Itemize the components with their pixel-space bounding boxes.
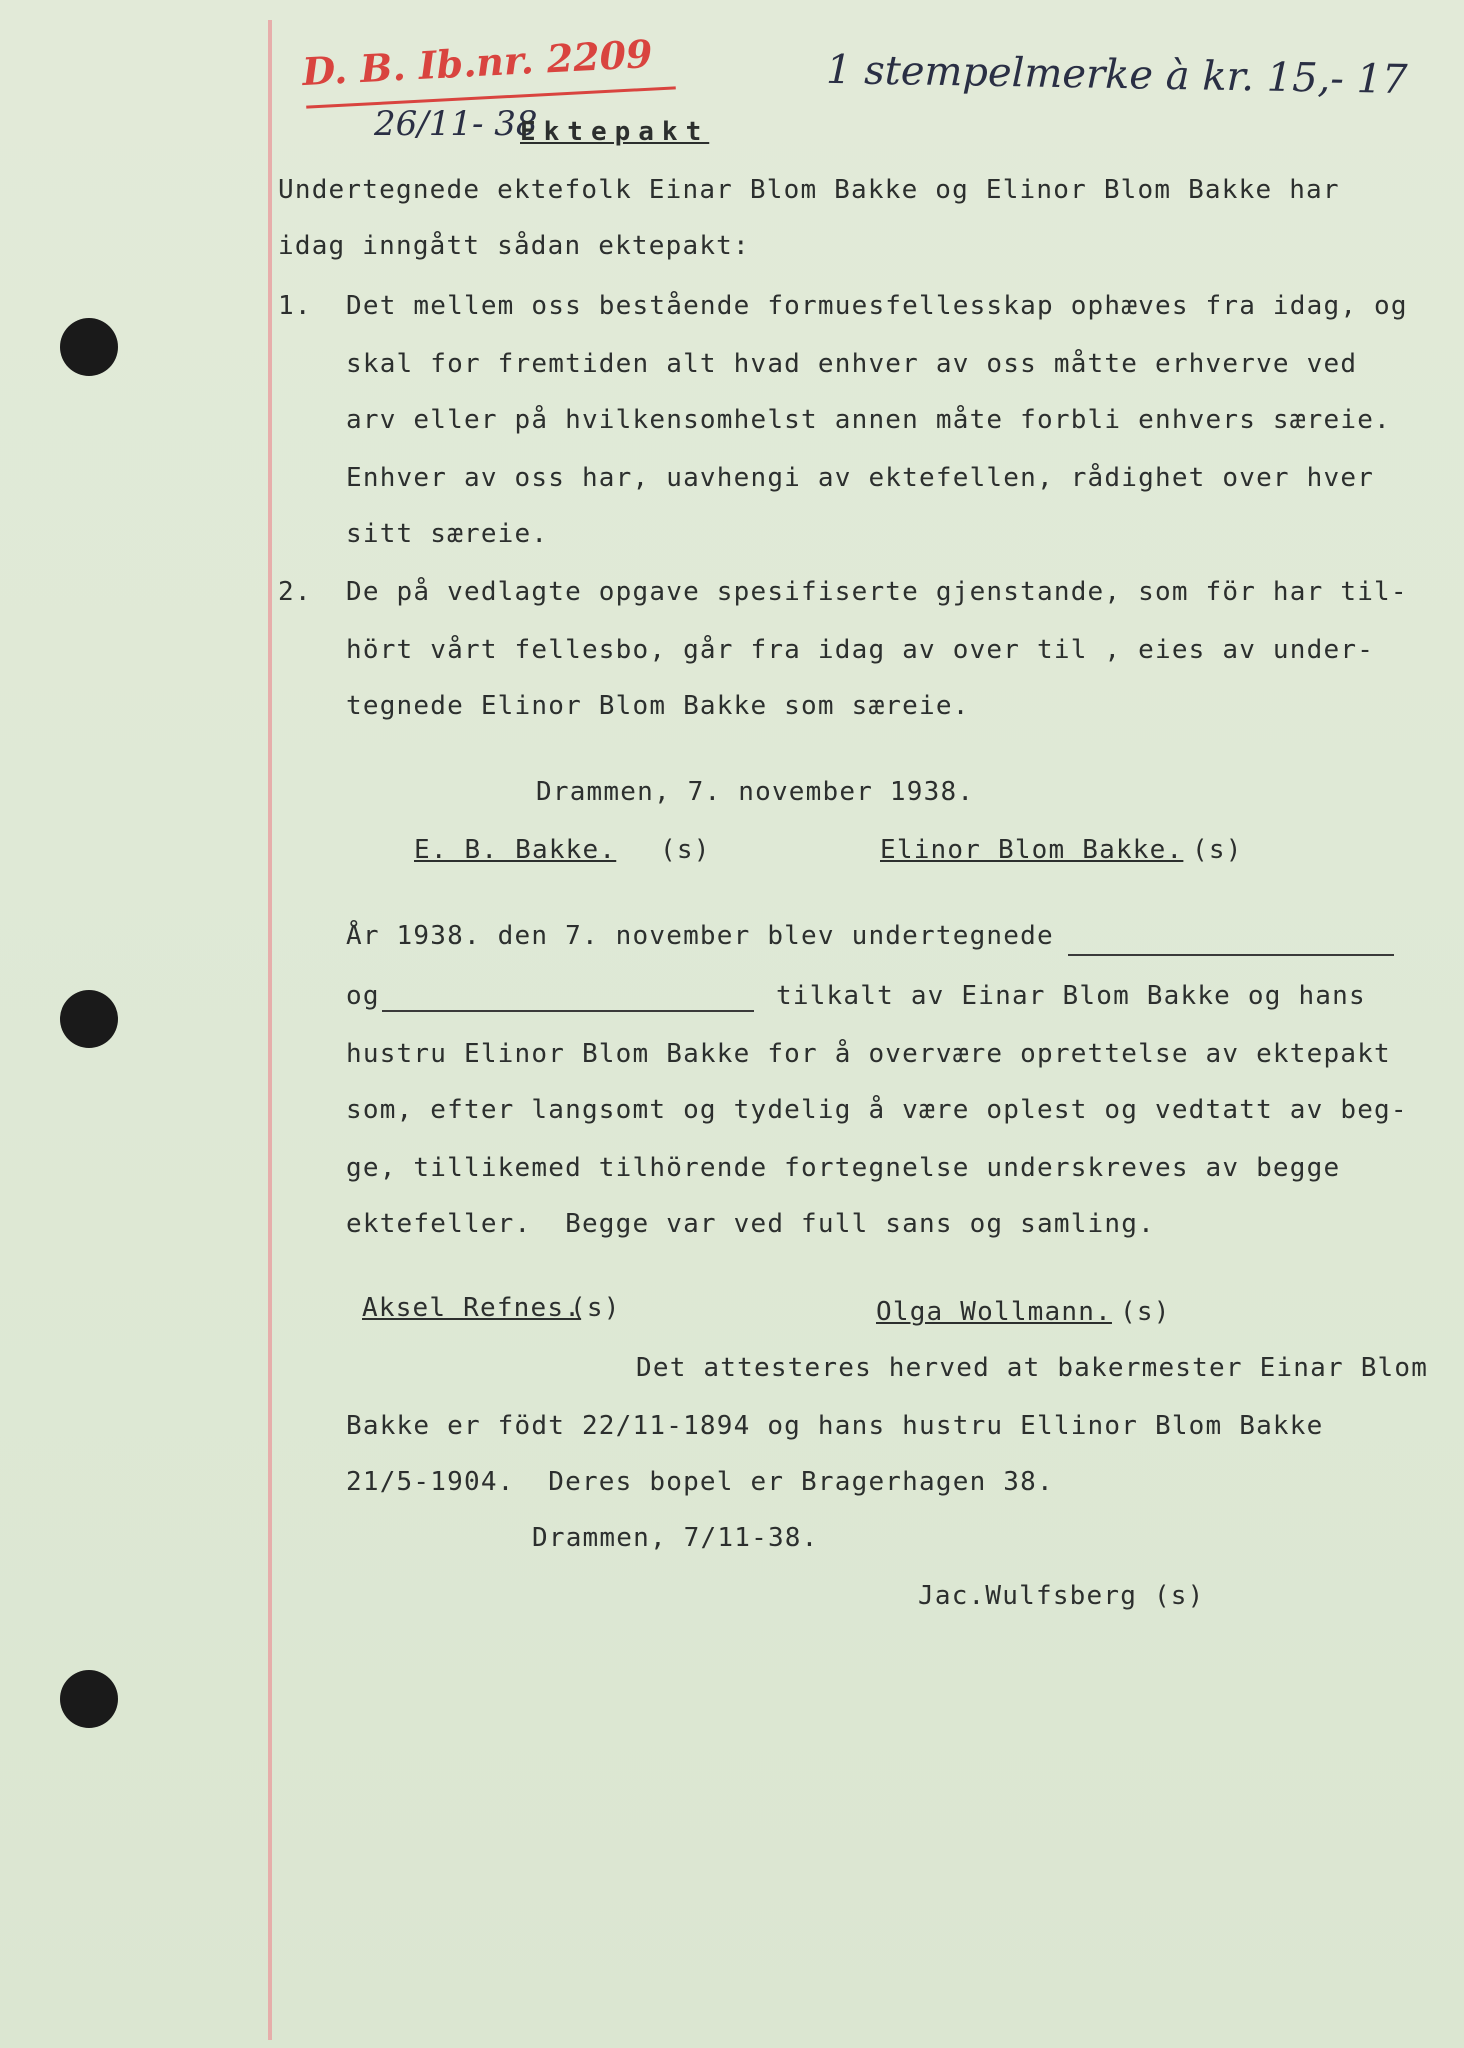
- handwritten-stamp-note: 1 stempelmerke à kr. 15,- 17: [825, 46, 1408, 104]
- intro-line: idag inngått sådan ektepakt:: [278, 231, 750, 261]
- clause-line: hört vårt fellesbo, går fra idag av over til , eies av under-: [346, 635, 1375, 665]
- witness-signature-right: Olga Wollmann.: [876, 1297, 1112, 1327]
- place-date: Drammen, 7. november 1938.: [536, 777, 975, 807]
- witness-line: som, efter langsomt og tydelig å være oplest og vedtatt av beg-: [346, 1095, 1408, 1125]
- handwritten-date: 26/11- 38: [374, 104, 538, 144]
- punch-hole-middle: [60, 990, 118, 1048]
- witness-signature-left: Aksel Refnes.: [362, 1293, 582, 1323]
- clause-line: De på vedlagte opgave spesifiserte gjenstande, som för har til-: [346, 577, 1408, 607]
- witness-line-end: tilkalt av Einar Blom Bakke og hans: [776, 981, 1366, 1011]
- clause-line: skal for fremtiden alt hvad enhver av oss måtte erhverve ved: [346, 349, 1358, 379]
- clause-line: tegnede Elinor Blom Bakke som særeie.: [346, 691, 970, 721]
- clause-number: 1.: [278, 291, 312, 321]
- clause-line: Det mellem oss bestående formuesfellesskap ophæves fra idag, og: [346, 291, 1408, 321]
- clause-line: Enhver av oss har, uavhengi av ektefellen, rådighet over hver: [346, 463, 1375, 493]
- witness-line: ektefeller. Begge var ved full sans og samling.: [346, 1209, 1155, 1239]
- registration-stamp: D. B. Ib.nr. 2209: [301, 30, 654, 95]
- attest-line: 21/5-1904. Deres bopel er Bragerhagen 38.: [346, 1467, 1054, 1497]
- clause-line: sitt særeie.: [346, 519, 549, 549]
- blank-line: [382, 1010, 754, 1012]
- attest-signature: Jac.Wulfsberg (s): [918, 1581, 1205, 1611]
- signature-husband: E. B. Bakke.: [414, 835, 617, 865]
- attest-line: Det attesteres herved at bakermester Einar Blom: [636, 1353, 1429, 1383]
- signature-mark: (s): [660, 835, 711, 865]
- witness-line: hustru Elinor Blom Bakke for å overvære oprettelse av ektepakt: [346, 1039, 1391, 1069]
- attest-line: Bakke er födt 22/11-1894 og hans hustru Ellinor Blom Bakke: [346, 1411, 1324, 1441]
- clause-line: arv eller på hvilkensomhelst annen måte forbli enhvers særeie.: [346, 405, 1391, 435]
- document-title: Ektepakt: [520, 117, 710, 147]
- punch-hole-bottom: [60, 1670, 118, 1728]
- witness-line-start: og: [346, 981, 380, 1011]
- witness-line: ge, tillikemed tilhörende fortegnelse underskreves av begge: [346, 1153, 1341, 1183]
- signature-wife: Elinor Blom Bakke.: [880, 835, 1184, 865]
- clause-number: 2.: [278, 577, 312, 607]
- signature-mark: (s): [1192, 835, 1243, 865]
- red-margin-line: [268, 20, 272, 2040]
- punch-hole-top: [60, 318, 118, 376]
- signature-mark: (s): [1120, 1297, 1171, 1327]
- blank-line: [1068, 954, 1394, 956]
- signature-mark: (s): [570, 1293, 621, 1323]
- attest-place-date: Drammen, 7/11-38.: [532, 1523, 819, 1553]
- intro-line: Undertegnede ektefolk Einar Blom Bakke og Elinor Blom Bakke har: [278, 175, 1340, 205]
- witness-line: År 1938. den 7. november blev undertegnede: [346, 921, 1054, 951]
